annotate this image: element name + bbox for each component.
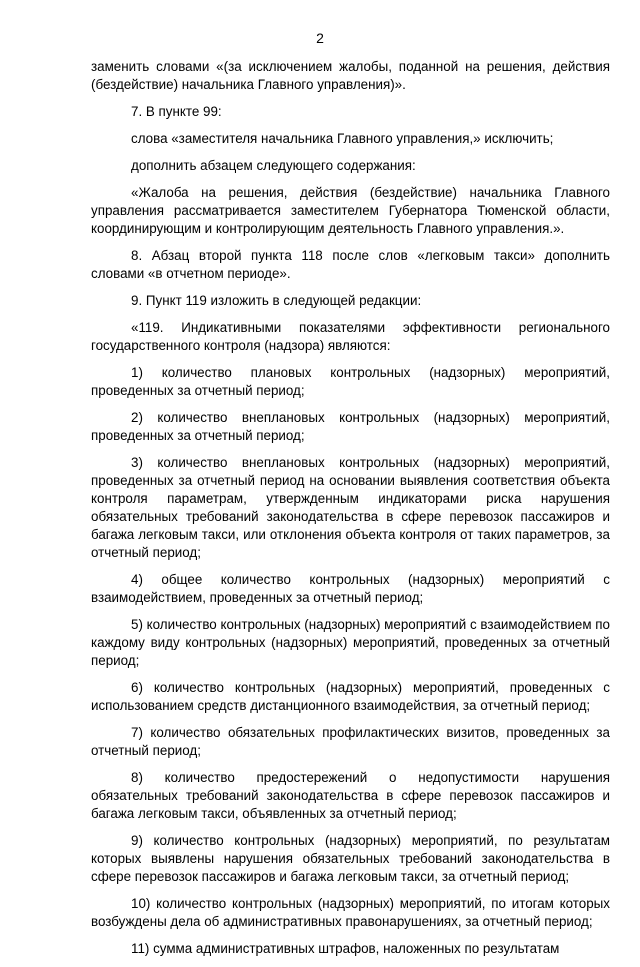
list-item: 9) количество контрольных (надзорных) мероприятий, по результатам которых выявлены нарушения обязательных требований законодательства в сфере перевозок пассажиров и багажа легковым такси, за отчетный период; bbox=[91, 833, 610, 884]
list-item: 3) количество внеплановых контрольных (надзорных) мероприятий, проведенных за отчетный период на основании выявления соответствия объекта контроля параметрам, утвержденным индикаторами риска нарушения обязательных требований законодательства в сфере перевозок пассажиров и багажа легковым такси, или отклонения объекта контроля от таких параметров, за отчетный период; bbox=[91, 455, 610, 560]
paragraph: дополнить абзацем следующего содержания: bbox=[131, 158, 416, 173]
list-item: 4) общее количество контрольных (надзорных) мероприятий с взаимодействием, проведенных за отчетный период; bbox=[91, 572, 610, 605]
paragraph: заменить словами «(за исключением жалобы, поданной на решения, действия (бездействие) начальника Главного управления)». bbox=[91, 59, 610, 92]
paragraph: 8. Абзац второй пункта 118 после слов «легковым такси» дополнить словами «в отчетном периоде». bbox=[91, 248, 610, 281]
list-item: 2) количество внеплановых контрольных (надзорных) мероприятий, проведенных за отчетный период; bbox=[91, 410, 610, 443]
list-item: 1) количество плановых контрольных (надзорных) мероприятий, проведенных за отчетный период; bbox=[91, 365, 610, 398]
paragraph: 7. В пункте 99: bbox=[131, 104, 222, 119]
document-body bbox=[91, 58, 610, 967]
list-item: 7) количество обязательных профилактических визитов, проведенных за отчетный период; bbox=[91, 725, 610, 758]
list-item: 6) количество контрольных (надзорных) мероприятий, проведенных с использованием средств дистанционного взаимодействия, за отчетный период; bbox=[91, 680, 610, 713]
paragraph: «Жалоба на решения, действия (бездействие) начальника Главного управления рассматривается заместителем Губернатора Тюменской области, координирующим и контролирующим деятельность Главного управления.». bbox=[91, 185, 610, 236]
list-item: 10) количество контрольных (надзорных) мероприятий, по итогам которых возбуждены дела об административных правонарушениях, за отчетный период; bbox=[91, 896, 610, 929]
list-item: 5) количество контрольных (надзорных) мероприятий с взаимодействием по каждому виду контрольных (надзорных) мероприятий, проведенных за отчетный период; bbox=[91, 617, 610, 668]
page-number: 2 bbox=[316, 30, 324, 46]
list-item: 8) количество предостережений о недопустимости нарушения обязательных требований законодательства в сфере перевозок пассажиров и багажа легковым такси, объявленных за отчетный период; bbox=[91, 770, 610, 821]
paragraph: «119. Индикативными показателями эффективности регионального государственного контроля (надзора) являются: bbox=[91, 320, 610, 353]
paragraph: слова «заместителя начальника Главного управления,» исключить; bbox=[131, 131, 554, 146]
list-item: 11) сумма административных штрафов, наложенных по результатам bbox=[131, 941, 560, 956]
paragraph: 9. Пункт 119 изложить в следующей редакции: bbox=[131, 293, 422, 308]
